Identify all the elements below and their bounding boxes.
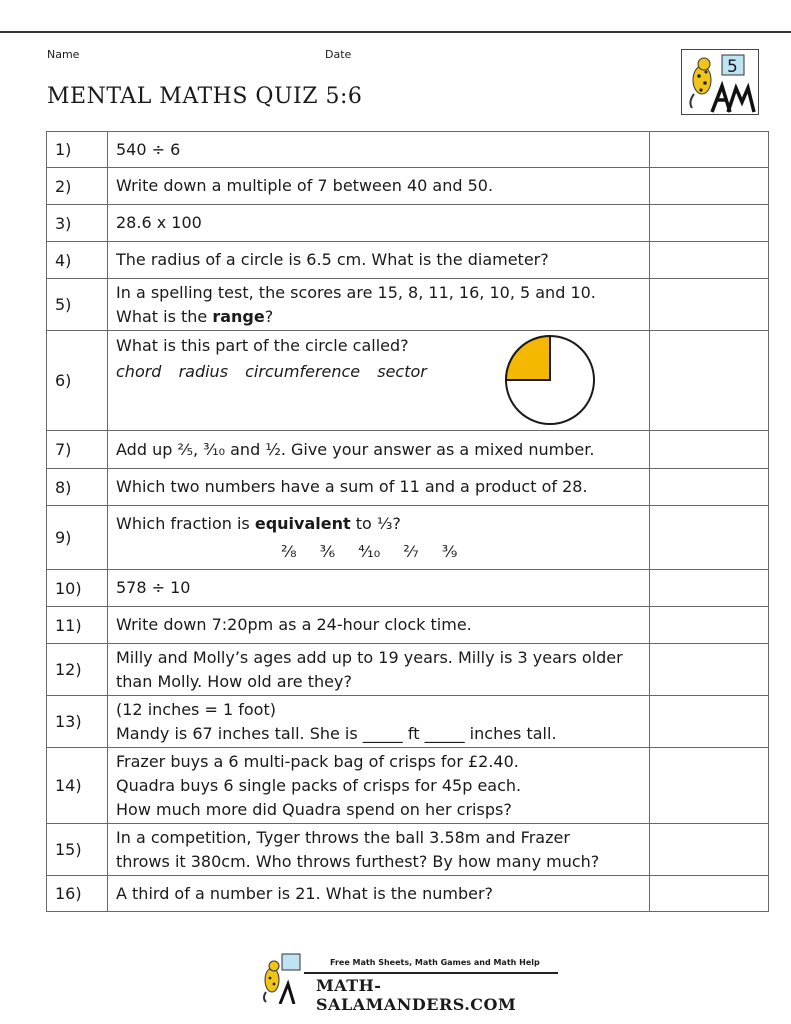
page-title: MENTAL MATHS QUIZ 5:6 <box>47 84 363 109</box>
salamander-logo-icon <box>682 50 758 114</box>
question-line: (12 inches = 1 foot) <box>116 699 276 719</box>
name-label: Name <box>47 48 80 61</box>
option-radius: radius <box>178 361 229 381</box>
shaded-sector <box>506 336 550 380</box>
answer-box[interactable] <box>650 431 769 469</box>
answer-box[interactable] <box>650 607 769 644</box>
question-text: 28.6 x 100 <box>108 205 650 242</box>
question-line <box>116 305 649 329</box>
answer-box[interactable] <box>650 696 769 748</box>
question-line: Milly and Molly’s ages add up to 19 years. Milly is 3 years older <box>116 647 623 667</box>
question-text <box>108 331 650 431</box>
question-number: 16) <box>47 876 108 912</box>
question-row <box>47 696 769 748</box>
question-line <box>116 512 649 536</box>
question-row <box>47 205 769 242</box>
sector-circle-diagram <box>502 334 598 430</box>
footer-tagline: Free Math Sheets, Math Games and Math Help <box>330 958 540 967</box>
question-text-part: What is the <box>116 306 213 326</box>
question-row <box>47 431 769 469</box>
question-number: 3) <box>47 205 108 242</box>
question-text: Add up ⅖, ³⁄₁₀ and ½. Give your answer as a mixed number. <box>108 431 650 469</box>
footer-logo <box>258 952 558 1014</box>
question-row <box>47 132 769 168</box>
question-row <box>47 331 769 431</box>
fraction-options <box>116 540 649 564</box>
answer-box[interactable] <box>650 205 769 242</box>
question-text: A third of a number is 21. What is the number? <box>108 876 650 912</box>
question-row <box>47 748 769 824</box>
question-text-part: to ⅓? <box>350 513 401 533</box>
answer-box[interactable] <box>650 748 769 824</box>
question-row <box>47 469 769 506</box>
question-number: 11) <box>47 607 108 644</box>
question-line: Frazer buys a 6 multi-pack bag of crisps for £2.40. <box>116 751 519 771</box>
question-text <box>108 644 650 696</box>
question-text <box>108 748 650 824</box>
question-number: 4) <box>47 242 108 279</box>
question-line: In a competition, Tyger throws the ball 3.58m and Frazer <box>116 827 570 847</box>
option-circumference: circumference <box>245 361 361 381</box>
answer-options <box>116 360 439 384</box>
question-text: Which two numbers have a sum of 11 and a product of 28. <box>108 469 650 506</box>
footer-site-link[interactable]: MATH-SALAMANDERS.COM <box>316 976 517 1014</box>
question-row <box>47 824 769 876</box>
answer-box[interactable] <box>650 331 769 431</box>
question-row <box>47 876 769 912</box>
grade-logo <box>681 49 759 115</box>
question-text-part: ? <box>264 306 274 326</box>
question-number: 2) <box>47 168 108 205</box>
question-row <box>47 242 769 279</box>
date-label: Date <box>325 48 352 61</box>
question-text <box>108 506 650 570</box>
answer-box[interactable] <box>650 824 769 876</box>
question-number: 6) <box>47 331 108 431</box>
fraction-option: ³⁄₉ <box>441 541 458 561</box>
question-text <box>108 279 650 331</box>
question-text <box>108 824 650 876</box>
question-row <box>47 168 769 205</box>
bold-keyword: range <box>212 306 265 326</box>
question-row <box>47 644 769 696</box>
fraction-option: ⁴⁄₁₀ <box>358 541 381 561</box>
fraction-option: ²⁄₈ <box>281 541 297 561</box>
question-line: Mandy is 67 inches tall. She is _____ ft _____ inches tall. <box>116 723 557 743</box>
answer-box[interactable] <box>650 168 769 205</box>
question-text: 540 ÷ 6 <box>108 132 650 168</box>
logo-grade-number: 5 <box>727 57 738 77</box>
answer-box[interactable] <box>650 506 769 570</box>
fraction-option: ²⁄₇ <box>403 541 419 561</box>
question-text-part: Which fraction is <box>116 513 255 533</box>
question-line: What is this part of the circle called? <box>116 335 409 355</box>
question-number: 12) <box>47 644 108 696</box>
question-row <box>47 607 769 644</box>
question-text: 578 ÷ 10 <box>108 570 650 607</box>
fraction-option: ³⁄₆ <box>319 541 336 561</box>
question-number: 15) <box>47 824 108 876</box>
answer-box[interactable] <box>650 242 769 279</box>
answer-box[interactable] <box>650 644 769 696</box>
question-line: throws it 380cm. Who throws furthest? By how many much? <box>116 851 600 871</box>
footer-divider <box>304 972 558 974</box>
question-number: 7) <box>47 431 108 469</box>
question-row <box>47 279 769 331</box>
question-text: Write down a multiple of 7 between 40 and 50. <box>108 168 650 205</box>
question-row <box>47 506 769 570</box>
question-number: 13) <box>47 696 108 748</box>
question-line: How much more did Quadra spend on her crisps? <box>116 799 512 819</box>
quiz-table <box>46 131 769 912</box>
question-line: In a spelling test, the scores are 15, 8, 11, 16, 10, 5 and 10. <box>116 282 596 302</box>
option-chord: chord <box>116 361 162 381</box>
option-sector: sector <box>377 361 427 381</box>
question-line: than Molly. How old are they? <box>116 671 352 691</box>
question-row <box>47 570 769 607</box>
question-number: 9) <box>47 506 108 570</box>
top-rule <box>0 31 791 33</box>
question-line: Quadra buys 6 single packs of crisps for 45p each. <box>116 775 522 795</box>
bold-keyword: equivalent <box>254 513 351 533</box>
question-number: 5) <box>47 279 108 331</box>
question-text: Write down 7:20pm as a 24-hour clock time. <box>108 607 650 644</box>
answer-box[interactable] <box>650 132 769 168</box>
answer-box[interactable] <box>650 570 769 607</box>
question-text <box>108 696 650 748</box>
question-text: The radius of a circle is 6.5 cm. What is the diameter? <box>108 242 650 279</box>
salamander-footer-icon <box>258 952 308 1004</box>
answer-box[interactable] <box>650 876 769 912</box>
question-number: 10) <box>47 570 108 607</box>
answer-box[interactable] <box>650 469 769 506</box>
answer-box[interactable] <box>650 279 769 331</box>
question-number: 14) <box>47 748 108 824</box>
question-number: 1) <box>47 132 108 168</box>
question-number: 8) <box>47 469 108 506</box>
